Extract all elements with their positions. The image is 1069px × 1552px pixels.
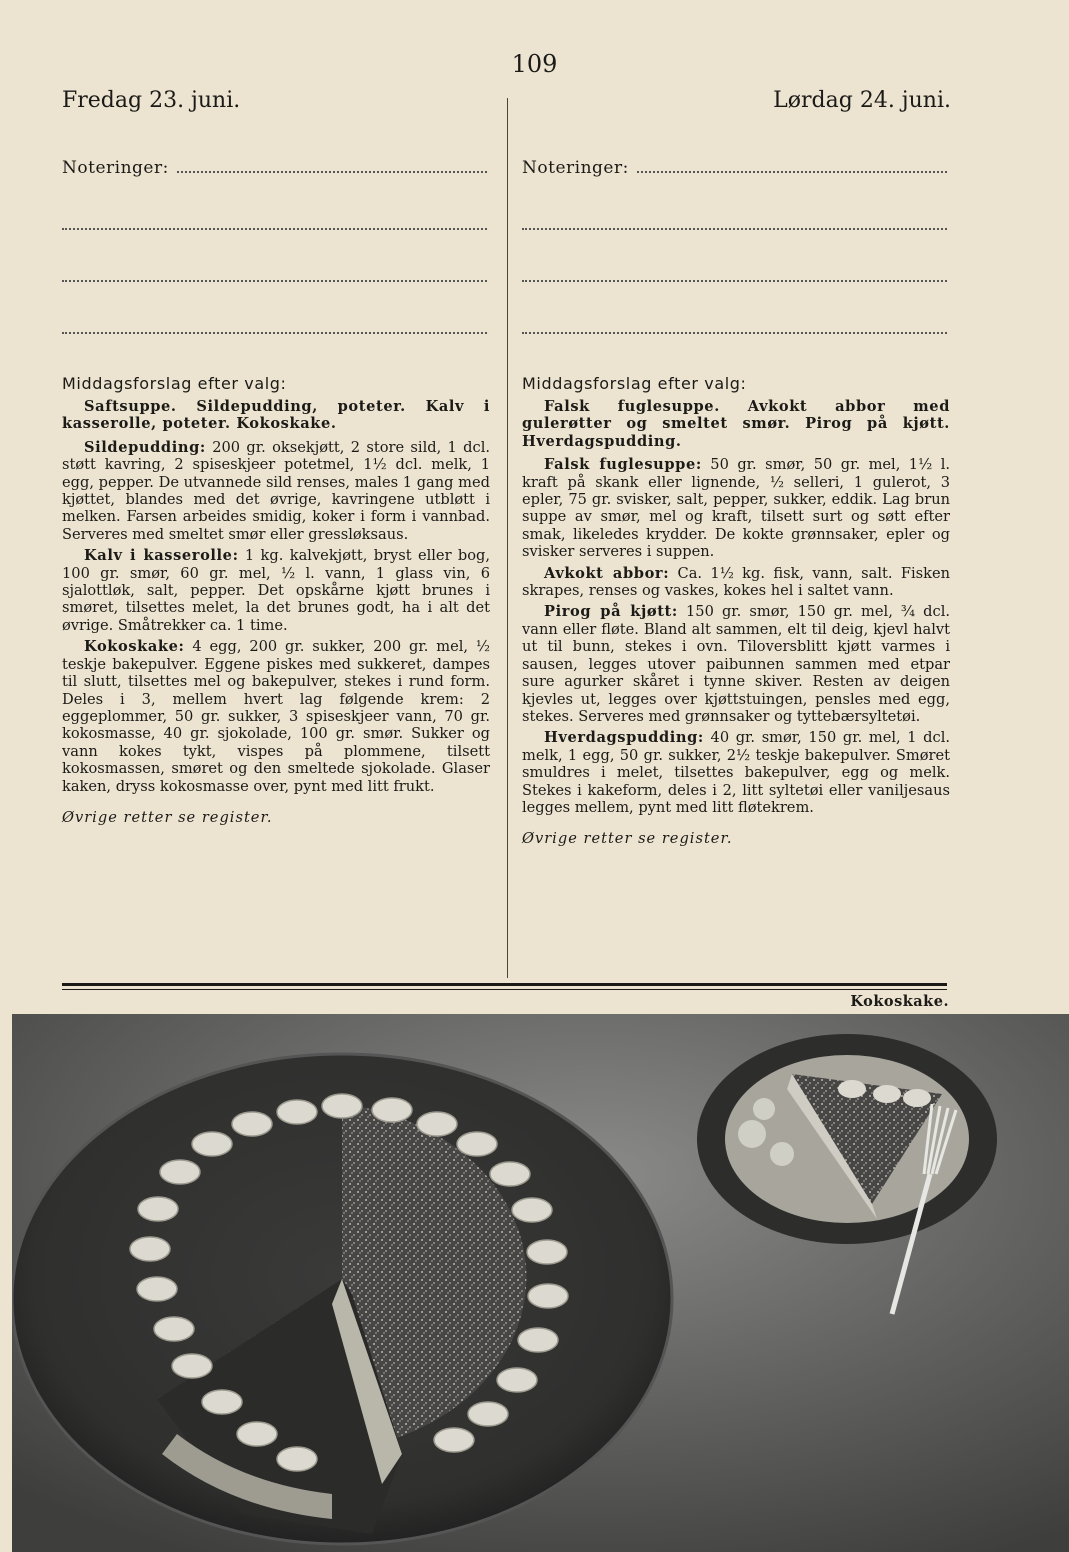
recipe-name: Avkokt abbor: [544, 564, 670, 582]
column-divider [507, 98, 508, 978]
recipe [522, 603, 950, 725]
recipe-name: Kokoskake: [84, 638, 185, 656]
recipe-text: 150 gr. smør, 150 gr. mel, ¾ dcl. vann eller fløte. Bland alt sammen, elt til deig, kjevl halvt ut til bunn, stekes i ovn. Tiloversblitt kjøtt varmes i sausen, legges utover paibunnen sammen med etpar sure agurker skåret i tynne skiver. Resten av deigen kjevles ut, legges over kjøttstuingen, pensles med egg, stekes. Serveres med grønnsaker og tyttebærsyltetøi. [522, 603, 950, 725]
right-register-note: Øvrige retter se register. [522, 830, 733, 848]
photo-caption: Kokoskake. [850, 993, 949, 1010]
left-menu: Saftsuppe. Sildepudding, poteter. Kalv i kasserolle, poteter. Kokoskake. [62, 398, 490, 433]
recipe [522, 729, 950, 816]
recipe [62, 439, 490, 543]
recipe-name: Kalv i kasserolle: [84, 547, 239, 565]
recipe-text: 4 egg, 200 gr. sukker, 200 gr. mel, ½ teskje bakepulver. Eggene piskes med sukkeret, dampes til slutt, tilsettes mel og bakepulver, stekes i rund form. Deles i 3, mellem hvert lag følgende krem: 2 eggeplommer, 50 gr. sukker, 3 spiseskjeer vann, 70 gr. kokosmasse, 40 gr. sjokolade, 100 gr. smør. Sukker og vann kokes tykt, vispes på plommene, tilsett kokosmassen, smøret og den smeltede sjokolade. Glaser kaken, dryss kokosmasse over, pynt med litt frukt. [62, 638, 491, 795]
left-notes [62, 158, 487, 334]
recipe-name: Sildepudding: [84, 438, 206, 456]
cake-photo [12, 1014, 1069, 1552]
left-menu-heading: Middagsforslag efter valg: [62, 374, 287, 393]
recipe [62, 638, 490, 795]
left-register-note: Øvrige retter se register. [62, 808, 273, 826]
recipe-name: Hverdagspudding: [544, 729, 704, 747]
right-menu: Falsk fuglesuppe. Avkokt abbor med gulerøtter og smeltet smør. Pirog på kjøtt. Hverdagspudding. [522, 398, 950, 450]
recipe-text: Ca. 1½ kg. fisk, vann, salt. Fisken skrapes, renses og vaskes, kokes hel i saltet vann. [522, 564, 951, 600]
recipe [62, 547, 490, 634]
cake-photo-illustration [12, 1014, 1069, 1552]
left-notes-label: Noteringer: [62, 158, 169, 178]
section-rule-thin [62, 989, 947, 990]
section-rule [62, 983, 947, 986]
left-day-title: Fredag 23. juni. [62, 88, 241, 113]
right-day-title: Lørdag 24. juni. [773, 88, 951, 113]
recipe [522, 565, 950, 600]
right-column-text [522, 398, 950, 852]
left-column-text [62, 398, 490, 830]
recipe-text: 40 gr. smør, 150 gr. mel, 1 dcl. melk, 1 egg, 50 gr. sukker, 2½ teskje bakepulver. Smøret smuldres i melet, tilsettes bakepulver, egg og melk. Stekes i kakeform, deles i 2, litt syltetøi eller vaniljesaus legges mellem, pynt med litt fløtekrem. [522, 729, 950, 816]
right-menu-heading: Middagsforslag efter valg: [522, 374, 747, 393]
right-notes-label: Noteringer: [522, 158, 629, 178]
recipe-text: 200 gr. oksekjøtt, 2 store sild, 1 dcl. støtt kavring, 2 spiseskjeer potetmel, 1½ dcl. melk, 1 egg, pepper. De utvannede sild renses, males 1 gang med kjøttet, blandes med det øvrige, kavringene utbløtt i melken. Farsen arbeides smidig, koker i form i vannbad. Serveres med smeltet smør eller gressløksaus. [62, 438, 490, 543]
recipe-text: 1 kg. kalvekjøtt, bryst eller bog, 100 gr. smør, 60 gr. mel, ½ l. vann, 1 glass vin, 6 sjalottløk, salt, pepper. Det opskårne kjøtt brunes i smøret, tilsettes melet, la det brunes godt, ha i alt det øvrige. Småtrekker ca. 1 time. [62, 547, 491, 634]
recipe-name: Falsk fuglesuppe: [544, 456, 702, 474]
right-notes [522, 158, 947, 334]
recipe-text: 50 gr. smør, 50 gr. mel, 1½ l. kraft på skank eller lignende, ½ selleri, 1 gulerot, 3 epler, 75 gr. svisker, salt, pepper, sukker, eddik. Lag brun suppe av smør, mel og kraft, tilsett surt og søtt efter smak, likeledes krydder. De kokte grønnsaker, epler og svisker serveres i suppen. [522, 456, 951, 561]
recipe-name: Pirog på kjøtt: [544, 603, 678, 621]
recipe [522, 456, 950, 560]
page-number: 109 [511, 50, 558, 78]
